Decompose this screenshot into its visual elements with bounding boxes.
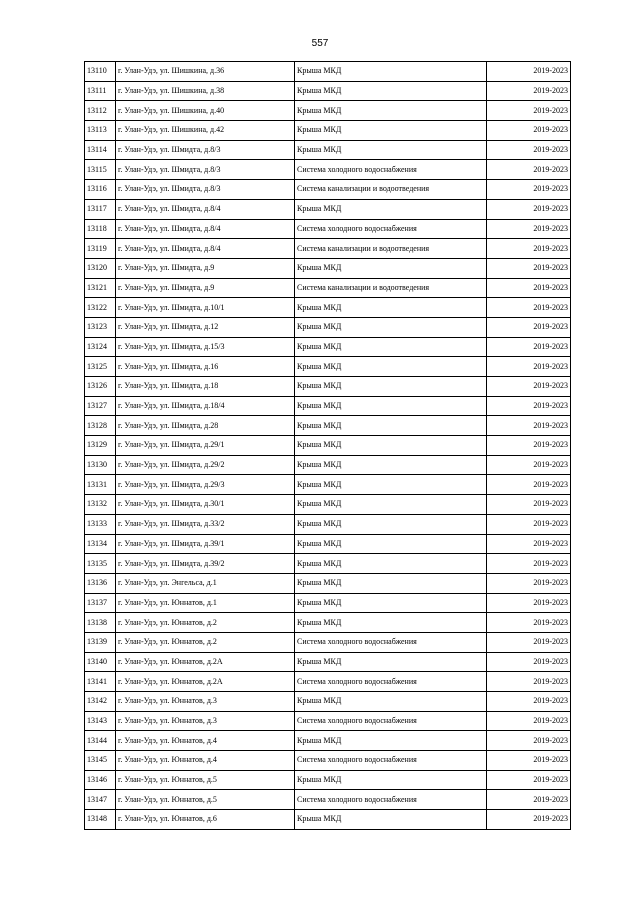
period-cell: 2019-2023 <box>487 416 571 436</box>
work-type-cell: Крыша МКД <box>295 495 487 515</box>
period-cell: 2019-2023 <box>487 62 571 82</box>
table-row <box>85 652 571 672</box>
row-number-cell: 13121 <box>85 278 116 298</box>
period-cell: 2019-2023 <box>487 514 571 534</box>
page-number: 557 <box>311 38 329 49</box>
work-type-cell: Крыша МКД <box>295 396 487 416</box>
address-cell: г. Улан-Удэ, ул. Шмидта, д.15/3 <box>116 337 295 357</box>
address-cell: г. Улан-Удэ, ул. Шмидта, д.33/2 <box>116 514 295 534</box>
table-row <box>85 613 571 633</box>
period-cell: 2019-2023 <box>487 770 571 790</box>
work-type-cell: Крыша МКД <box>295 377 487 397</box>
table-row <box>85 239 571 259</box>
period-cell: 2019-2023 <box>487 357 571 377</box>
row-number-cell: 13137 <box>85 593 116 613</box>
row-number-cell: 13124 <box>85 337 116 357</box>
table-row <box>85 751 571 771</box>
work-type-cell: Система холодного водоснабжения <box>295 219 487 239</box>
row-number-cell: 13112 <box>85 101 116 121</box>
work-type-cell: Крыша МКД <box>295 573 487 593</box>
work-type-cell: Система холодного водоснабжения <box>295 790 487 810</box>
period-cell: 2019-2023 <box>487 121 571 141</box>
period-cell: 2019-2023 <box>487 731 571 751</box>
address-cell: г. Улан-Удэ, ул. Шмидта, д.39/1 <box>116 534 295 554</box>
period-cell: 2019-2023 <box>487 101 571 121</box>
period-cell: 2019-2023 <box>487 632 571 652</box>
work-type-cell: Крыша МКД <box>295 593 487 613</box>
table-row <box>85 514 571 534</box>
period-cell: 2019-2023 <box>487 258 571 278</box>
period-cell: 2019-2023 <box>487 455 571 475</box>
work-type-cell: Крыша МКД <box>295 258 487 278</box>
registry-table-body <box>85 62 571 830</box>
table-row <box>85 790 571 810</box>
row-number-cell: 13142 <box>85 692 116 712</box>
work-type-cell: Крыша МКД <box>295 455 487 475</box>
address-cell: г. Улан-Удэ, ул. Шмидта, д.9 <box>116 258 295 278</box>
address-cell: г. Улан-Удэ, ул. Шмидта, д.12 <box>116 317 295 337</box>
address-cell: г. Улан-Удэ, ул. Шмидта, д.29/2 <box>116 455 295 475</box>
row-number-cell: 13123 <box>85 317 116 337</box>
address-cell: г. Улан-Удэ, ул. Шишкина, д.36 <box>116 62 295 82</box>
address-cell: г. Улан-Удэ, ул. Юннатов, д.4 <box>116 731 295 751</box>
table-row <box>85 455 571 475</box>
table-row <box>85 770 571 790</box>
period-cell: 2019-2023 <box>487 534 571 554</box>
row-number-cell: 13131 <box>85 475 116 495</box>
period-cell: 2019-2023 <box>487 475 571 495</box>
work-type-cell: Крыша МКД <box>295 81 487 101</box>
period-cell: 2019-2023 <box>487 199 571 219</box>
row-number-cell: 13125 <box>85 357 116 377</box>
address-cell: г. Улан-Удэ, ул. Шмидта, д.18 <box>116 377 295 397</box>
period-cell: 2019-2023 <box>487 790 571 810</box>
address-cell: г. Улан-Удэ, ул. Шишкина, д.38 <box>116 81 295 101</box>
address-cell: г. Улан-Удэ, ул. Шмидта, д.29/3 <box>116 475 295 495</box>
period-cell: 2019-2023 <box>487 593 571 613</box>
table-row <box>85 160 571 180</box>
period-cell: 2019-2023 <box>487 298 571 318</box>
row-number-cell: 13111 <box>85 81 116 101</box>
work-type-cell: Крыша МКД <box>295 731 487 751</box>
address-cell: г. Улан-Удэ, ул. Юннатов, д.2 <box>116 613 295 633</box>
row-number-cell: 13144 <box>85 731 116 751</box>
row-number-cell: 13139 <box>85 632 116 652</box>
work-type-cell: Крыша МКД <box>295 62 487 82</box>
work-type-cell: Крыша МКД <box>295 436 487 456</box>
table-row <box>85 672 571 692</box>
period-cell: 2019-2023 <box>487 711 571 731</box>
address-cell: г. Улан-Удэ, ул. Юннатов, д.1 <box>116 593 295 613</box>
address-cell: г. Улан-Удэ, ул. Юннатов, д.3 <box>116 711 295 731</box>
table-row <box>85 140 571 160</box>
work-type-cell: Система канализации и водоотведения <box>295 180 487 200</box>
address-cell: г. Улан-Удэ, ул. Юннатов, д.6 <box>116 810 295 830</box>
period-cell: 2019-2023 <box>487 337 571 357</box>
table-row <box>85 81 571 101</box>
period-cell: 2019-2023 <box>487 436 571 456</box>
address-cell: г. Улан-Удэ, ул. Шмидта, д.8/4 <box>116 239 295 259</box>
table-row <box>85 731 571 751</box>
period-cell: 2019-2023 <box>487 396 571 416</box>
work-type-cell: Крыша МКД <box>295 475 487 495</box>
row-number-cell: 13136 <box>85 573 116 593</box>
table-row <box>85 810 571 830</box>
row-number-cell: 13114 <box>85 140 116 160</box>
table-row <box>85 573 571 593</box>
work-type-cell: Крыша МКД <box>295 199 487 219</box>
period-cell: 2019-2023 <box>487 652 571 672</box>
row-number-cell: 13117 <box>85 199 116 219</box>
work-type-cell: Крыша МКД <box>295 121 487 141</box>
table-row <box>85 219 571 239</box>
row-number-cell: 13138 <box>85 613 116 633</box>
address-cell: г. Улан-Удэ, ул. Юннатов, д.5 <box>116 790 295 810</box>
row-number-cell: 13132 <box>85 495 116 515</box>
address-cell: г. Улан-Удэ, ул. Шмидта, д.10/1 <box>116 298 295 318</box>
table-row <box>85 554 571 574</box>
work-type-cell: Крыша МКД <box>295 810 487 830</box>
table-row <box>85 337 571 357</box>
address-cell: г. Улан-Удэ, ул. Шишкина, д.42 <box>116 121 295 141</box>
period-cell: 2019-2023 <box>487 613 571 633</box>
row-number-cell: 13116 <box>85 180 116 200</box>
table-row <box>85 475 571 495</box>
row-number-cell: 13113 <box>85 121 116 141</box>
row-number-cell: 13130 <box>85 455 116 475</box>
work-type-cell: Крыша МКД <box>295 317 487 337</box>
period-cell: 2019-2023 <box>487 495 571 515</box>
table-row <box>85 357 571 377</box>
table-row <box>85 534 571 554</box>
row-number-cell: 13120 <box>85 258 116 278</box>
table-row <box>85 377 571 397</box>
period-cell: 2019-2023 <box>487 672 571 692</box>
work-type-cell: Система канализации и водоотведения <box>295 278 487 298</box>
period-cell: 2019-2023 <box>487 573 571 593</box>
address-cell: г. Улан-Удэ, ул. Шмидта, д.8/4 <box>116 199 295 219</box>
work-type-cell: Крыша МКД <box>295 554 487 574</box>
row-number-cell: 13122 <box>85 298 116 318</box>
work-type-cell: Крыша МКД <box>295 357 487 377</box>
work-type-cell: Система канализации и водоотведения <box>295 239 487 259</box>
address-cell: г. Улан-Удэ, ул. Шмидта, д.30/1 <box>116 495 295 515</box>
work-type-cell: Крыша МКД <box>295 613 487 633</box>
address-cell: г. Улан-Удэ, ул. Энгельса, д.1 <box>116 573 295 593</box>
work-type-cell: Крыша МКД <box>295 652 487 672</box>
table-row <box>85 416 571 436</box>
work-type-cell: Система холодного водоснабжения <box>295 632 487 652</box>
work-type-cell: Система холодного водоснабжения <box>295 672 487 692</box>
work-type-cell: Крыша МКД <box>295 140 487 160</box>
row-number-cell: 13119 <box>85 239 116 259</box>
table-row <box>85 298 571 318</box>
table-row <box>85 495 571 515</box>
row-number-cell: 13148 <box>85 810 116 830</box>
table-row <box>85 258 571 278</box>
work-type-cell: Крыша МКД <box>295 298 487 318</box>
row-number-cell: 13133 <box>85 514 116 534</box>
address-cell: г. Улан-Удэ, ул. Шмидта, д.8/3 <box>116 180 295 200</box>
table-row <box>85 711 571 731</box>
period-cell: 2019-2023 <box>487 160 571 180</box>
address-cell: г. Улан-Удэ, ул. Юннатов, д.3 <box>116 692 295 712</box>
work-type-cell: Крыша МКД <box>295 337 487 357</box>
row-number-cell: 13140 <box>85 652 116 672</box>
period-cell: 2019-2023 <box>487 278 571 298</box>
row-number-cell: 13128 <box>85 416 116 436</box>
work-type-cell: Крыша МКД <box>295 514 487 534</box>
period-cell: 2019-2023 <box>487 81 571 101</box>
table-row <box>85 101 571 121</box>
address-cell: г. Улан-Удэ, ул. Юннатов, д.2А <box>116 652 295 672</box>
row-number-cell: 13115 <box>85 160 116 180</box>
period-cell: 2019-2023 <box>487 751 571 771</box>
row-number-cell: 13146 <box>85 770 116 790</box>
address-cell: г. Улан-Удэ, ул. Юннатов, д.4 <box>116 751 295 771</box>
table-row <box>85 396 571 416</box>
address-cell: г. Улан-Удэ, ул. Шмидта, д.29/1 <box>116 436 295 456</box>
address-cell: г. Улан-Удэ, ул. Юннатов, д.2 <box>116 632 295 652</box>
address-cell: г. Улан-Удэ, ул. Юннатов, д.5 <box>116 770 295 790</box>
registry-table <box>84 61 571 830</box>
period-cell: 2019-2023 <box>487 140 571 160</box>
period-cell: 2019-2023 <box>487 554 571 574</box>
table-row <box>85 278 571 298</box>
period-cell: 2019-2023 <box>487 692 571 712</box>
work-type-cell: Крыша МКД <box>295 692 487 712</box>
table-row <box>85 180 571 200</box>
period-cell: 2019-2023 <box>487 377 571 397</box>
table-row <box>85 593 571 613</box>
row-number-cell: 13118 <box>85 219 116 239</box>
address-cell: г. Улан-Удэ, ул. Шмидта, д.18/4 <box>116 396 295 416</box>
address-cell: г. Улан-Удэ, ул. Шмидта, д.8/3 <box>116 140 295 160</box>
period-cell: 2019-2023 <box>487 219 571 239</box>
address-cell: г. Улан-Удэ, ул. Шмидта, д.9 <box>116 278 295 298</box>
address-cell: г. Улан-Удэ, ул. Шмидта, д.16 <box>116 357 295 377</box>
address-cell: г. Улан-Удэ, ул. Шмидта, д.28 <box>116 416 295 436</box>
row-number-cell: 13143 <box>85 711 116 731</box>
table-row <box>85 62 571 82</box>
address-cell: г. Улан-Удэ, ул. Шмидта, д.39/2 <box>116 554 295 574</box>
work-type-cell: Система холодного водоснабжения <box>295 160 487 180</box>
table-row <box>85 632 571 652</box>
row-number-cell: 13135 <box>85 554 116 574</box>
work-type-cell: Система холодного водоснабжения <box>295 751 487 771</box>
work-type-cell: Крыша МКД <box>295 534 487 554</box>
row-number-cell: 13110 <box>85 62 116 82</box>
table-row <box>85 692 571 712</box>
period-cell: 2019-2023 <box>487 317 571 337</box>
row-number-cell: 13141 <box>85 672 116 692</box>
work-type-cell: Система холодного водоснабжения <box>295 711 487 731</box>
table-row <box>85 317 571 337</box>
row-number-cell: 13129 <box>85 436 116 456</box>
address-cell: г. Улан-Удэ, ул. Шишкина, д.40 <box>116 101 295 121</box>
work-type-cell: Крыша МКД <box>295 101 487 121</box>
period-cell: 2019-2023 <box>487 810 571 830</box>
row-number-cell: 13145 <box>85 751 116 771</box>
address-cell: г. Улан-Удэ, ул. Шмидта, д.8/3 <box>116 160 295 180</box>
row-number-cell: 13134 <box>85 534 116 554</box>
period-cell: 2019-2023 <box>487 239 571 259</box>
row-number-cell: 13147 <box>85 790 116 810</box>
work-type-cell: Крыша МКД <box>295 770 487 790</box>
address-cell: г. Улан-Удэ, ул. Юннатов, д.2А <box>116 672 295 692</box>
address-cell: г. Улан-Удэ, ул. Шмидта, д.8/4 <box>116 219 295 239</box>
work-type-cell: Крыша МКД <box>295 416 487 436</box>
row-number-cell: 13127 <box>85 396 116 416</box>
period-cell: 2019-2023 <box>487 180 571 200</box>
row-number-cell: 13126 <box>85 377 116 397</box>
table-row <box>85 436 571 456</box>
table-row <box>85 121 571 141</box>
table-row <box>85 199 571 219</box>
